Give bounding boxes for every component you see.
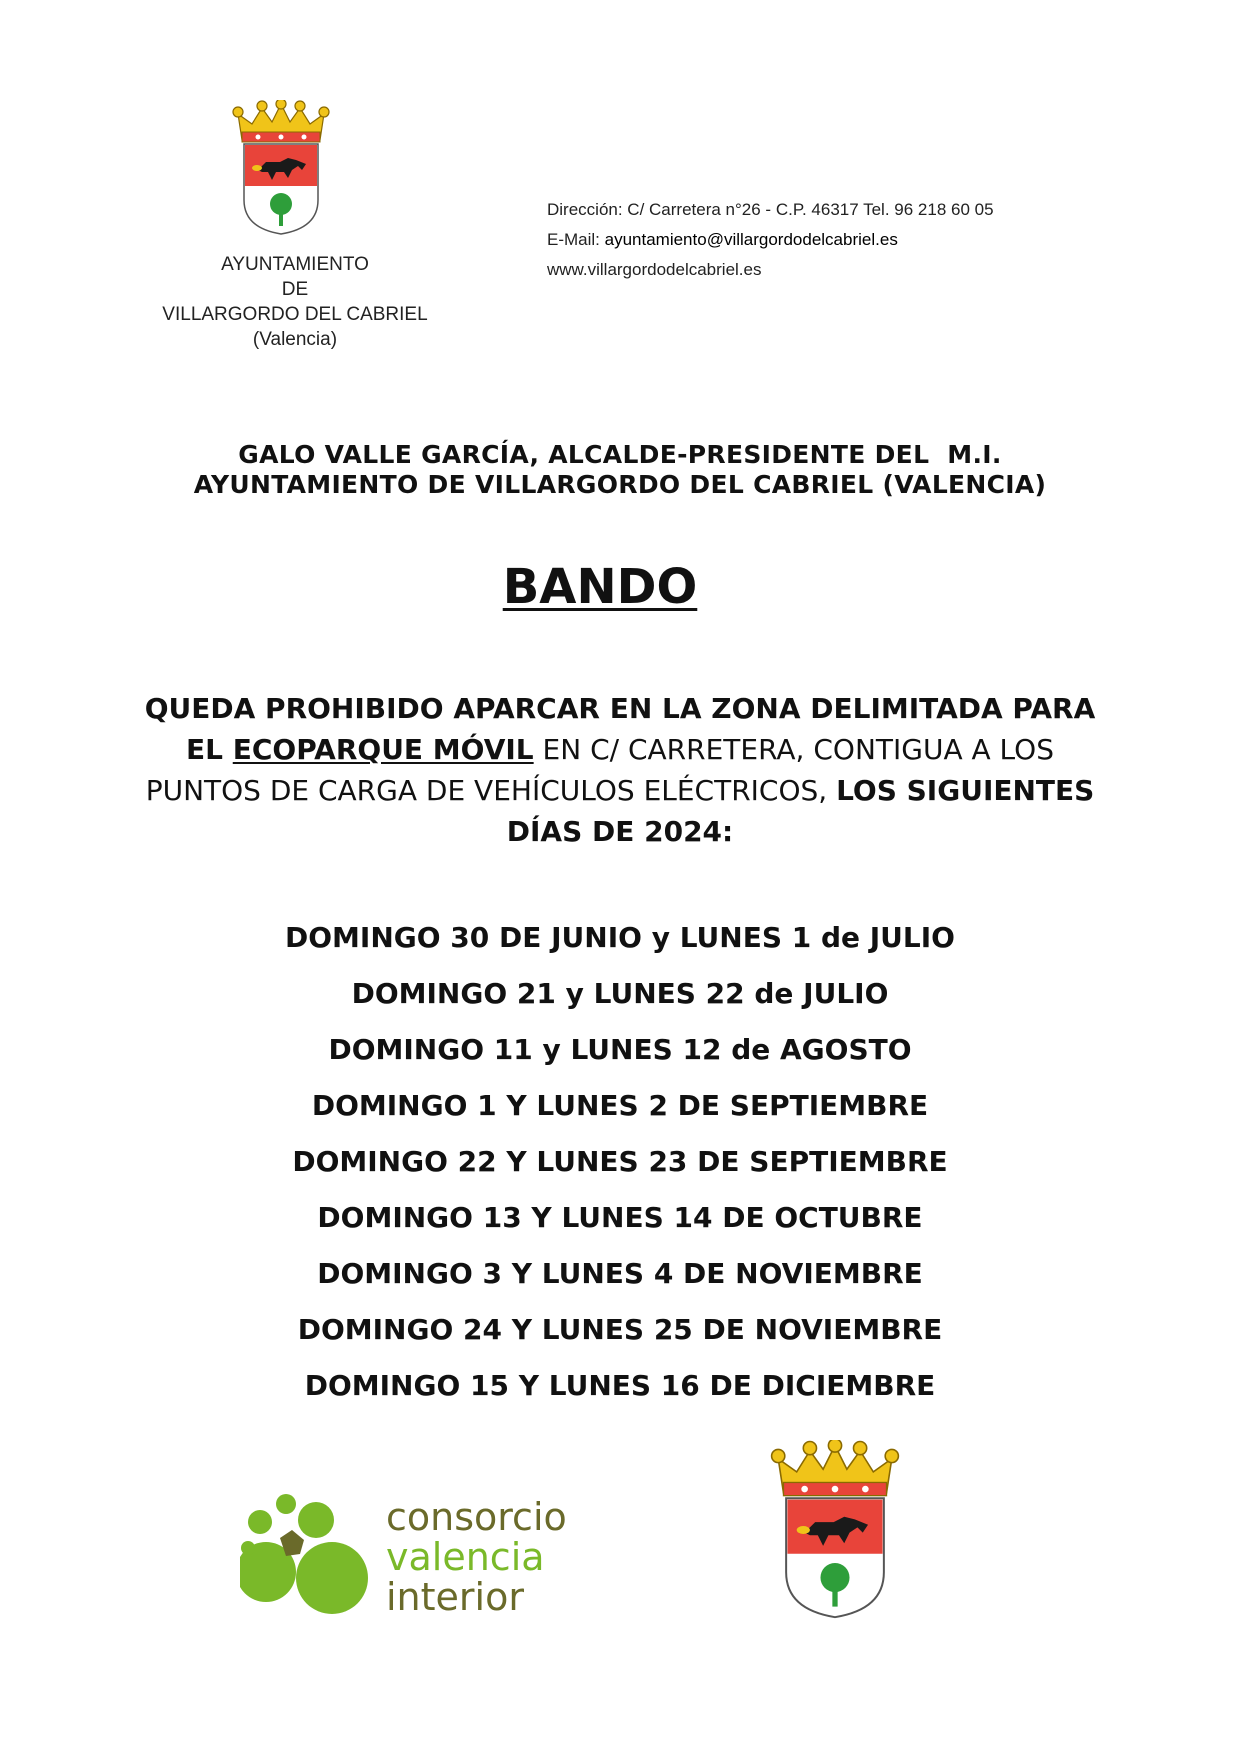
- notice-part2: EN C/ CARRETERA, CONTIGUA A LOS PUNTOS DE CARGA DE VEHÍCULOS ELÉCTRICOS,: [145, 733, 1054, 807]
- coat-of-arms-icon: [765, 1440, 905, 1620]
- address-line: Dirección: C/ Carretera n°26 - C.P. 46317 Tel. 96 218 60 05: [547, 200, 994, 219]
- contact-info: [547, 195, 994, 285]
- email-label: E-Mail:: [547, 230, 605, 249]
- interior-word: interior: [386, 1575, 524, 1619]
- website-link[interactable]: www.villargordodelcabriel.es: [547, 260, 762, 279]
- coat-of-arms-top: [228, 100, 334, 236]
- date-item: DOMINGO 3 Y LUNES 4 DE NOVIEMBRE: [317, 1257, 923, 1290]
- consorcio-logo-icon: [240, 1490, 600, 1630]
- mayor-heading-line2: AYUNTAMIENTO DE VILLARGORDO DEL CABRIEL (VALENCIA): [193, 470, 1047, 499]
- date-item: DOMINGO 21 y LUNES 22 de JULIO: [351, 977, 889, 1010]
- email-link[interactable]: ayuntamiento@villargordodelcabriel.es: [604, 230, 898, 249]
- notice-part3: LOS SIGUIENTES DÍAS DE 2024:: [506, 774, 1095, 848]
- notice-highlight: ECOPARQUE MÓVIL: [232, 733, 534, 766]
- bando-title: BANDO: [502, 559, 698, 615]
- ayuntamiento-line: AYUNTAMIENTO: [221, 254, 369, 275]
- ayuntamiento-line: VILLARGORDO DEL CABRIEL: [162, 304, 428, 325]
- date-item: DOMINGO 22 Y LUNES 23 DE SEPTIEMBRE: [292, 1145, 948, 1178]
- notice-part1: QUEDA PROHIBIDO APARCAR EN LA ZONA DELIMITADA PARA EL: [144, 692, 1096, 766]
- ayuntamiento-block: [130, 252, 460, 352]
- date-item: DOMINGO 11 y LUNES 12 de AGOSTO: [328, 1033, 912, 1066]
- coat-of-arms-icon: [228, 100, 334, 236]
- ayuntamiento-line: (Valencia): [252, 329, 338, 350]
- date-item: DOMINGO 24 Y LUNES 25 DE NOVIEMBRE: [297, 1313, 943, 1346]
- mayor-heading-line1: GALO VALLE GARCÍA, ALCALDE-PRESIDENTE DEL M.I.: [238, 440, 1002, 469]
- consorcio-valencia-interior-logo: [240, 1490, 600, 1630]
- date-item: DOMINGO 1 Y LUNES 2 DE SEPTIEMBRE: [311, 1089, 929, 1122]
- ayuntamiento-line: DE: [281, 279, 309, 300]
- notice-text: [140, 688, 1100, 852]
- valencia-word: valencia: [386, 1535, 545, 1579]
- date-item: DOMINGO 13 Y LUNES 14 DE OCTUBRE: [317, 1201, 923, 1234]
- consorcio-word: consorcio: [386, 1495, 567, 1539]
- dates-list: [120, 910, 1120, 1414]
- email-line: [547, 225, 994, 255]
- date-item: DOMINGO 30 DE JUNIO y LUNES 1 de JULIO: [285, 921, 955, 954]
- date-item: DOMINGO 15 Y LUNES 16 DE DICIEMBRE: [304, 1369, 936, 1402]
- mayor-heading: [120, 440, 1120, 500]
- coat-of-arms-bottom: [765, 1440, 905, 1620]
